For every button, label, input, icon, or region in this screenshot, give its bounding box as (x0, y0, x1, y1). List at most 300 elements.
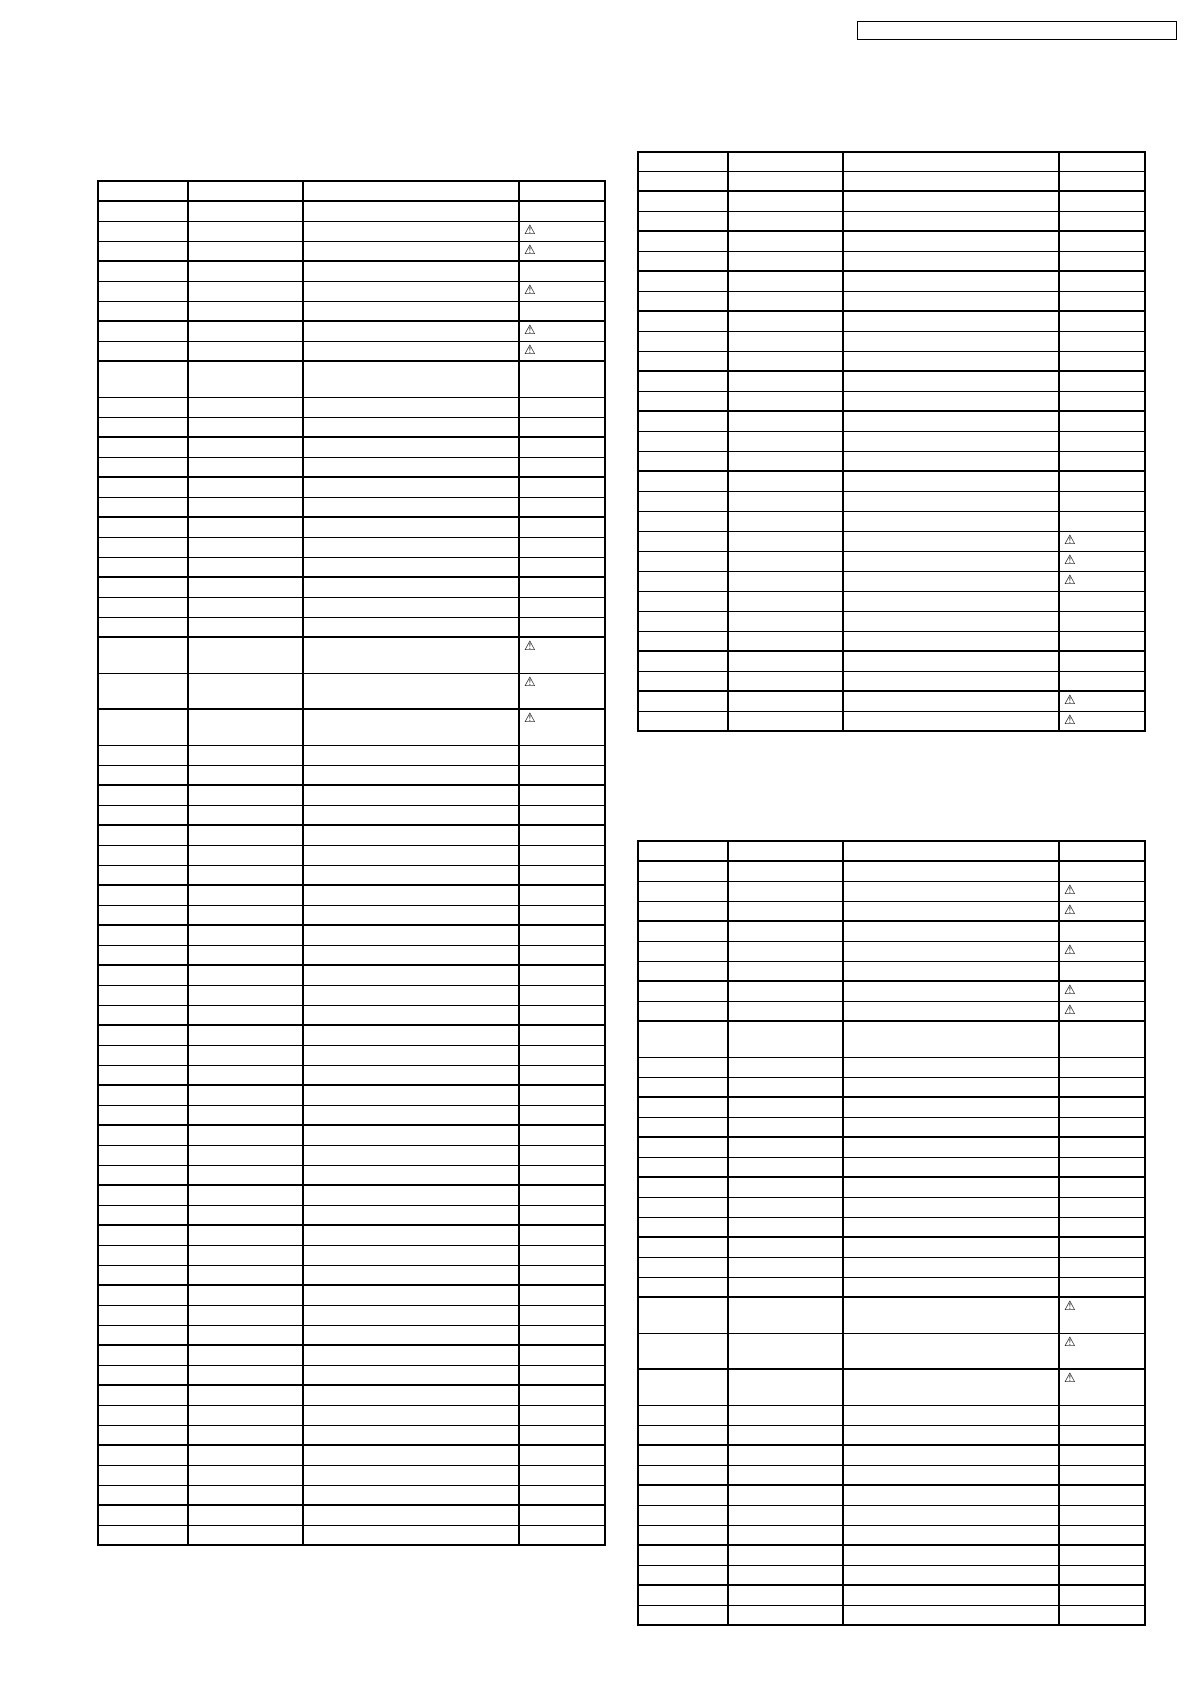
table-row (98, 457, 605, 477)
description-cell (843, 631, 1059, 651)
ref-no-cell (98, 221, 188, 241)
ref-no-cell (638, 1525, 728, 1545)
description-cell (843, 1585, 1059, 1605)
remarks-cell (519, 1365, 605, 1385)
table-row (638, 1117, 1145, 1137)
part-no-cell (188, 925, 303, 945)
part-no-cell (188, 261, 303, 281)
table-row (98, 1365, 605, 1385)
ref-no-cell (638, 1545, 728, 1565)
ref-no-cell (98, 673, 188, 709)
description-cell (303, 361, 519, 397)
remarks-cell (519, 1325, 605, 1345)
part-no-cell (188, 1225, 303, 1245)
ref-no-cell (98, 417, 188, 437)
ref-no-cell (638, 431, 728, 451)
part-no-cell (728, 1405, 843, 1425)
table-row (98, 301, 605, 321)
part-no-cell (728, 191, 843, 211)
description-cell (303, 825, 519, 845)
warning-triangle-icon: ⚠ (1064, 882, 1076, 898)
remarks-cell (1059, 1445, 1145, 1465)
table-row (98, 1105, 605, 1125)
part-no-cell (188, 637, 303, 673)
part-no-cell (188, 905, 303, 925)
part-no-cell (728, 631, 843, 651)
remarks-cell (1059, 1425, 1145, 1445)
ref-no-cell (98, 1485, 188, 1505)
part-no-cell (728, 1277, 843, 1297)
table-row (638, 1485, 1145, 1505)
remarks-cell (519, 597, 605, 617)
part-no-cell (188, 1065, 303, 1085)
ref-no-cell (638, 651, 728, 671)
ref-no-cell (638, 981, 728, 1001)
ref-no-cell (638, 1605, 728, 1625)
remarks-cell (519, 1165, 605, 1185)
description-cell (303, 885, 519, 905)
ref-no-cell (98, 1025, 188, 1045)
description-cell (843, 1057, 1059, 1077)
ref-no-cell (98, 845, 188, 865)
ref-no-cell (98, 985, 188, 1005)
table-row (98, 1305, 605, 1325)
description-cell (843, 1077, 1059, 1097)
remarks-cell (1059, 1157, 1145, 1177)
remarks-cell (1059, 231, 1145, 251)
table-row (98, 281, 605, 301)
table-row (98, 221, 605, 241)
description-cell (843, 152, 1059, 171)
remarks-cell (519, 201, 605, 221)
part-no-cell (728, 1297, 843, 1333)
table-row (98, 497, 605, 517)
remarks-cell (1059, 1605, 1145, 1625)
description-cell (843, 511, 1059, 531)
warning-triangle-icon: ⚠ (1064, 942, 1076, 958)
table-row (638, 591, 1145, 611)
part-no-cell (728, 511, 843, 531)
ref-no-cell (638, 1237, 728, 1257)
table-row (638, 1021, 1145, 1057)
table-row (98, 845, 605, 865)
remarks-cell (519, 945, 605, 965)
ref-no-cell (98, 905, 188, 925)
part-no-cell (728, 611, 843, 631)
remarks-cell (1059, 1077, 1145, 1097)
description-cell (303, 517, 519, 537)
part-no-cell (728, 171, 843, 191)
parts-table-right-top (637, 151, 1146, 732)
remarks-cell (519, 477, 605, 497)
description-cell (303, 673, 519, 709)
header-box (857, 21, 1177, 40)
remarks-cell (1059, 411, 1145, 431)
ref-no-cell (638, 311, 728, 331)
remarks-cell (1059, 921, 1145, 941)
remarks-cell (1059, 1465, 1145, 1485)
description-cell (303, 1225, 519, 1245)
description-cell (843, 1565, 1059, 1585)
part-no-cell (188, 1125, 303, 1145)
ref-no-cell (98, 1225, 188, 1245)
part-no-cell (728, 1137, 843, 1157)
part-no-cell (188, 321, 303, 341)
ref-no-cell (638, 551, 728, 571)
ref-no-cell (638, 451, 728, 471)
ref-no-cell (638, 1405, 728, 1425)
ref-no-cell (98, 617, 188, 637)
remarks-cell (1059, 1021, 1145, 1057)
ref-no-cell (98, 1405, 188, 1425)
remarks-cell (1059, 1137, 1145, 1157)
description-cell (303, 341, 519, 361)
part-no-cell (728, 1445, 843, 1465)
description-cell (303, 1205, 519, 1225)
table-row (638, 431, 1145, 451)
description-cell (843, 1485, 1059, 1505)
description-cell (303, 1425, 519, 1445)
ref-no-cell (638, 152, 728, 171)
description-cell (303, 1185, 519, 1205)
part-no-cell (188, 709, 303, 745)
description-cell (303, 1105, 519, 1125)
ref-no-cell (638, 691, 728, 711)
remarks-cell (519, 885, 605, 905)
description-cell (843, 961, 1059, 981)
part-no-cell (188, 1325, 303, 1345)
remarks-cell (1059, 331, 1145, 351)
description-cell (303, 617, 519, 637)
ref-no-cell (638, 191, 728, 211)
remarks-cell (519, 1425, 605, 1445)
description-cell (843, 881, 1059, 901)
part-no-cell (728, 231, 843, 251)
description-cell (303, 1385, 519, 1405)
ref-no-cell (638, 1297, 728, 1333)
ref-no-cell (638, 941, 728, 961)
description-cell (303, 1245, 519, 1265)
table-row (98, 1385, 605, 1405)
description-cell (843, 981, 1059, 1001)
description-cell (303, 845, 519, 865)
description-cell (303, 1165, 519, 1185)
remarks-cell (519, 709, 605, 745)
description-cell (303, 577, 519, 597)
part-no-cell (728, 491, 843, 511)
part-no-cell (728, 981, 843, 1001)
part-no-cell (188, 1425, 303, 1445)
table-row (638, 251, 1145, 271)
ref-no-cell (98, 1345, 188, 1365)
remarks-cell (519, 1265, 605, 1285)
description-cell (843, 921, 1059, 941)
part-no-cell (188, 1025, 303, 1045)
table-row (98, 517, 605, 537)
remarks-cell (1059, 1257, 1145, 1277)
table-row (98, 417, 605, 437)
part-no-cell (728, 311, 843, 331)
description-cell (303, 1525, 519, 1545)
part-no-cell (188, 617, 303, 637)
ref-no-cell (98, 1045, 188, 1065)
remarks-cell (519, 1345, 605, 1365)
parts-table-right-bottom (637, 840, 1146, 1626)
description-cell (303, 181, 519, 201)
description-cell (843, 1001, 1059, 1021)
description-cell (843, 671, 1059, 691)
remarks-cell (1059, 551, 1145, 571)
ref-no-cell (98, 301, 188, 321)
remarks-cell (1059, 391, 1145, 411)
part-no-cell (188, 1505, 303, 1525)
part-no-cell (188, 417, 303, 437)
table-row (638, 1177, 1145, 1197)
remarks-cell (1059, 1217, 1145, 1237)
table-row (638, 981, 1145, 1001)
remarks-cell (519, 1525, 605, 1545)
warning-triangle-icon: ⚠ (524, 342, 536, 358)
remarks-cell (519, 1465, 605, 1485)
ref-no-cell (638, 631, 728, 651)
description-cell (303, 241, 519, 261)
table-row (638, 311, 1145, 331)
part-no-cell (188, 1005, 303, 1025)
part-no-cell (728, 411, 843, 431)
part-no-cell (188, 1385, 303, 1405)
ref-no-cell (638, 1465, 728, 1485)
table-row (638, 1001, 1145, 1021)
remarks-cell (1059, 571, 1145, 591)
part-no-cell (728, 1605, 843, 1625)
ref-no-cell (98, 1105, 188, 1125)
description-cell (303, 597, 519, 617)
ref-no-cell (638, 671, 728, 691)
table-row (98, 1245, 605, 1265)
description-cell (303, 201, 519, 221)
ref-no-cell (98, 457, 188, 477)
part-no-cell (728, 1001, 843, 1021)
remarks-cell (519, 1205, 605, 1225)
warning-triangle-icon: ⚠ (1064, 572, 1076, 588)
part-no-cell (728, 351, 843, 371)
ref-no-cell (98, 261, 188, 281)
description-cell (843, 1137, 1059, 1157)
remarks-cell (519, 557, 605, 577)
table-row (98, 637, 605, 673)
table-row (98, 537, 605, 557)
description-cell (303, 1305, 519, 1325)
description-cell (303, 557, 519, 577)
description-cell (303, 397, 519, 417)
description-cell (303, 221, 519, 241)
remarks-cell (519, 985, 605, 1005)
table-row (98, 1005, 605, 1025)
part-no-cell (728, 571, 843, 591)
table-row (638, 961, 1145, 981)
table-row (98, 1265, 605, 1285)
warning-triangle-icon: ⚠ (1064, 1299, 1076, 1314)
ref-no-cell (98, 597, 188, 617)
ref-no-cell (638, 611, 728, 631)
part-no-cell (188, 301, 303, 321)
ref-no-cell (98, 497, 188, 517)
part-no-cell (728, 291, 843, 311)
description-cell (843, 1605, 1059, 1625)
description-cell (843, 351, 1059, 371)
ref-no-cell (98, 1285, 188, 1305)
ref-no-cell (98, 1245, 188, 1265)
table-row (638, 1237, 1145, 1257)
table-row (638, 1057, 1145, 1077)
ref-no-cell (638, 1117, 728, 1137)
table-row (98, 1165, 605, 1185)
description-cell (303, 537, 519, 557)
part-no-cell (188, 361, 303, 397)
part-no-cell (728, 651, 843, 671)
remarks-cell (1059, 841, 1145, 861)
table-row (98, 1125, 605, 1145)
table-row (638, 1585, 1145, 1605)
table-row (98, 709, 605, 745)
description-cell (303, 1405, 519, 1425)
table-row (98, 1405, 605, 1425)
remarks-cell (519, 301, 605, 321)
ref-no-cell (98, 281, 188, 301)
description-cell (843, 1369, 1059, 1405)
remarks-cell (519, 1225, 605, 1245)
part-no-cell (728, 671, 843, 691)
ref-no-cell (638, 861, 728, 881)
table-row (638, 531, 1145, 551)
remarks-cell (1059, 1117, 1145, 1137)
table-row (98, 905, 605, 925)
part-no-cell (188, 537, 303, 557)
part-no-cell (728, 1021, 843, 1057)
warning-triangle-icon: ⚠ (1064, 693, 1076, 708)
ref-no-cell (98, 709, 188, 745)
table-row (98, 825, 605, 845)
remarks-cell (519, 497, 605, 517)
description-cell (303, 281, 519, 301)
part-no-cell (728, 1505, 843, 1525)
remarks-cell (519, 1005, 605, 1025)
remarks-cell (519, 1245, 605, 1265)
description-cell (843, 1117, 1059, 1137)
description-cell (303, 1345, 519, 1365)
ref-no-cell (638, 1505, 728, 1525)
ref-no-cell (98, 1185, 188, 1205)
table-row (98, 1205, 605, 1225)
remarks-cell (1059, 191, 1145, 211)
warning-triangle-icon: ⚠ (524, 674, 536, 690)
part-no-cell (188, 457, 303, 477)
ref-no-cell (638, 1177, 728, 1197)
part-no-cell (728, 1177, 843, 1197)
ref-no-cell (638, 1077, 728, 1097)
description-cell (843, 691, 1059, 711)
ref-no-cell (638, 961, 728, 981)
parts-table-left (97, 180, 606, 1546)
description-cell (303, 1325, 519, 1345)
remarks-cell (1059, 901, 1145, 921)
ref-no-cell (98, 537, 188, 557)
part-no-cell (188, 201, 303, 221)
remarks-cell (1059, 631, 1145, 651)
description-cell (843, 1545, 1059, 1565)
ref-no-cell (98, 1445, 188, 1465)
part-no-cell (188, 825, 303, 845)
table-row (638, 211, 1145, 231)
warning-triangle-icon: ⚠ (524, 711, 536, 726)
ref-no-cell (638, 1257, 728, 1277)
table-row (638, 191, 1145, 211)
table-row (638, 1297, 1145, 1333)
part-no-cell (728, 1217, 843, 1237)
table-row (638, 941, 1145, 961)
description-cell (843, 471, 1059, 491)
warning-triangle-icon: ⚠ (1064, 712, 1076, 728)
ref-no-cell (98, 825, 188, 845)
ref-no-cell (638, 251, 728, 271)
table-row (98, 1225, 605, 1245)
description-cell (303, 965, 519, 985)
description-cell (303, 437, 519, 457)
table-row (638, 1505, 1145, 1525)
table-row (98, 1285, 605, 1305)
ref-no-cell (98, 1505, 188, 1525)
remarks-cell (1059, 451, 1145, 471)
table-row (638, 491, 1145, 511)
ref-no-cell (98, 1365, 188, 1385)
description-cell (303, 1505, 519, 1525)
description-cell (843, 371, 1059, 391)
description-cell (303, 865, 519, 885)
table-row (98, 577, 605, 597)
ref-no-cell (638, 1565, 728, 1585)
ref-no-cell (638, 511, 728, 531)
ref-no-cell (638, 1585, 728, 1605)
remarks-cell (519, 1105, 605, 1125)
description-cell (303, 945, 519, 965)
description-cell (843, 191, 1059, 211)
ref-no-cell (638, 1057, 728, 1077)
description-cell (843, 211, 1059, 231)
ref-no-cell (638, 1137, 728, 1157)
ref-no-cell (638, 1485, 728, 1505)
table-row (638, 351, 1145, 371)
description-cell (843, 391, 1059, 411)
table-row (638, 571, 1145, 591)
description-cell (843, 571, 1059, 591)
ref-no-cell (98, 785, 188, 805)
description-cell (303, 497, 519, 517)
remarks-cell (519, 1505, 605, 1525)
warning-triangle-icon: ⚠ (524, 222, 536, 238)
description-cell (843, 311, 1059, 331)
description-cell (303, 1365, 519, 1385)
part-no-cell (188, 805, 303, 825)
table-row (98, 785, 605, 805)
description-cell (843, 841, 1059, 861)
table-row (98, 201, 605, 221)
ref-no-cell (98, 805, 188, 825)
ref-no-cell (98, 1085, 188, 1105)
ref-no-cell (98, 397, 188, 417)
part-no-cell (728, 691, 843, 711)
description-cell (843, 1505, 1059, 1525)
ref-no-cell (638, 1277, 728, 1297)
